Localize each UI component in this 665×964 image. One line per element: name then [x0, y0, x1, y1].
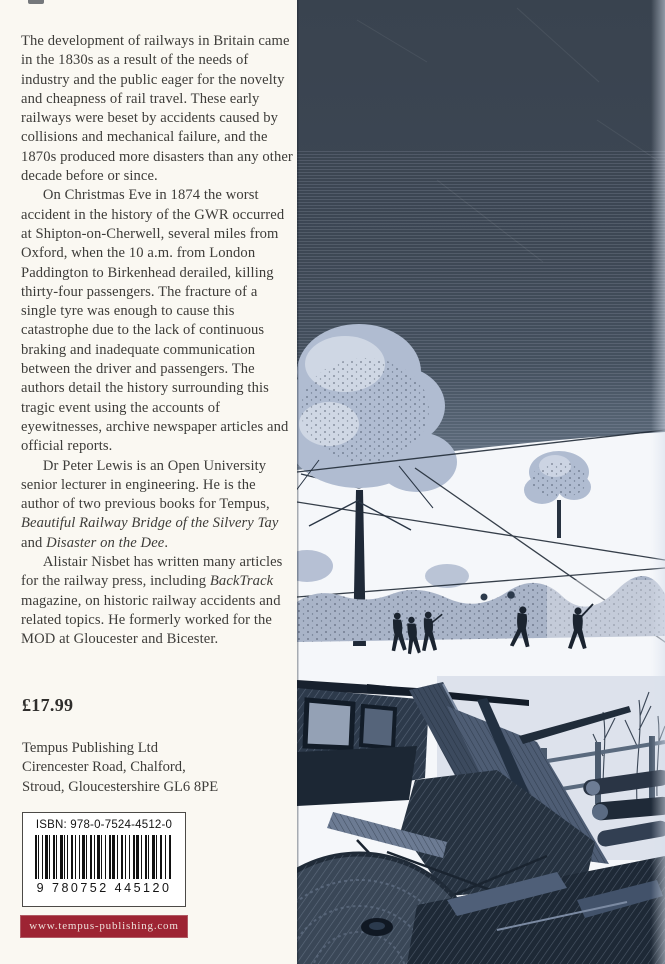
publisher-line: Tempus Publishing Ltd — [22, 740, 159, 756]
figure-head — [481, 594, 488, 601]
publisher-line: Cirencester Road, Chalford, — [22, 759, 186, 776]
blurb-paragraph: Dr Peter Lewis is an Open University senior lecturer in engineering. He is the author of two previous books for Tempus, Beautiful Railway Bridge of the Silvery Tay and Disaster on the Dee. — [21, 457, 279, 551]
cover-illustration — [297, 0, 665, 964]
engraving-artwork — [297, 0, 665, 964]
right-edge-highlight — [651, 0, 665, 964]
price-label: £17.99 — [22, 695, 74, 715]
blurb-paragraph: Alistair Nisbet has written many articles for the railway press, including BackTrack magazine, on historic railway accidents and related topics. He formerly worked for the MOD at Gloucester and Bicester. — [21, 554, 283, 648]
blurb — [21, 32, 293, 650]
barcode — [35, 835, 173, 879]
publisher-address — [22, 739, 282, 797]
text-panel — [0, 0, 297, 964]
page-edge-mark — [28, 0, 44, 4]
barcode-digits: 9 780752 445120 — [36, 881, 172, 895]
isbn-label: ISBN: 978-0-7524-4512-0 — [35, 819, 173, 831]
panel-left-edge — [297, 0, 299, 964]
publisher-line: Stroud, Gloucestershire GL6 8PE — [22, 778, 219, 795]
blurb-paragraph: On Christmas Eve in 1874 the worst accident in the history of the GWR occurred at Shipton-on-Cherwell, several miles from Oxford, when the 10 a.m. from London Paddington to Birkenhead derailed, killing thirty-four passengers. The fracture of a single tyre was enough to cause this catastrophe due to the lack of continuous braking and inadequate communication between the driver and passengers. The authors detail the history surrounding this tragic event using the accounts of eyewitnesses, archive newspaper articles and official reports. — [21, 187, 289, 455]
blurb-paragraph: The development of railways in Britain came in the 1830s as a result of the needs of industry and the public eager for the novelty and cheapness of rail travel. These early railways were beset by accidents caused by collisions and mechanical failure, and the 1870s produced more disasters than any other decade before or since. — [21, 33, 293, 185]
publisher-website: www.tempus-publishing.com — [20, 915, 188, 938]
figure-head — [507, 591, 515, 599]
isbn-box — [22, 812, 186, 907]
